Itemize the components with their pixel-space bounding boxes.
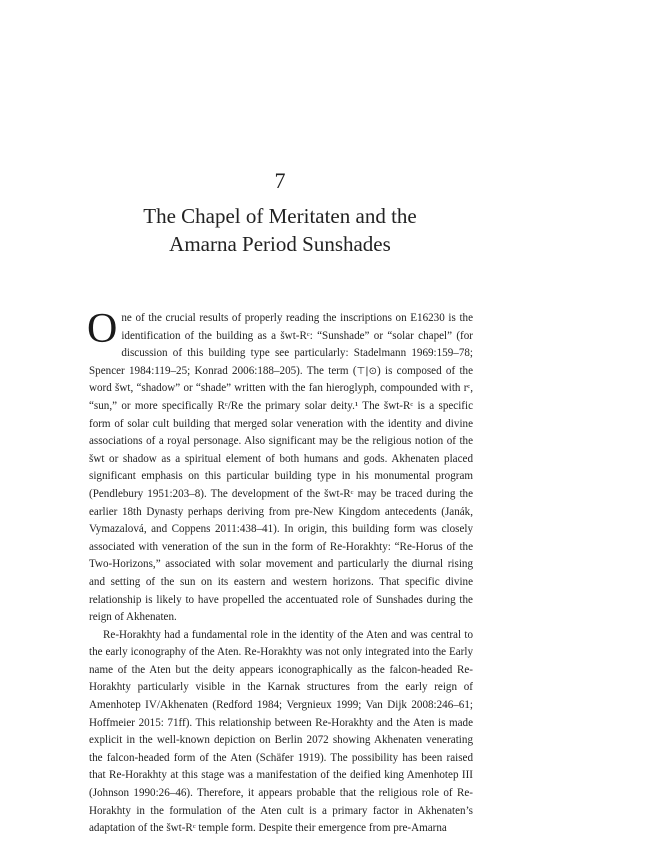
paragraph-1 (87, 306, 474, 627)
chapter-title-line-2: Amarna Period Sunshades (169, 232, 391, 256)
paragraph-1-intro: ne of the crucial results of properly reading the inscriptions on E16230 is the identification of the building as a šwt-Rᶜ: “Sunshade” or “solar chapel” (for discussion of this building type see particularly: Stadelmann 1969:159–78; Spencer 1984:119–25; Konrad 2006:188–205). The term ( (89, 312, 473, 377)
body-text (87, 306, 474, 838)
fan-sun-hieroglyph-icon: ⊤|⊙ (356, 365, 378, 377)
paragraph-2: Re-Horakhty had a fundamental role in the identity of the Aten and was central to the early iconography of the Aten. Re-Horakhty was not only integrated into the Early name of the Aten but the deity appears iconographically as the falcon-headed Re-Horakhty particularly visible in the Karnak structures from the early reign of Amenhotep IV/Akhenaten (Redford 1984; Vergnieux 1999; Van Dijk 2008:246–61; Hoffmeier 2015: 71ff). This relationship between Re-Horakhty and the Aten is made explicit in the well-known depiction on Berlin 2072 showing Akhenaten venerating the falcon-headed form of the Aten (Schäfer 1919). The possibility has been raised that Re-Horakhty at this stage was a manifestation of the deified king Amenhotep III (Johnson 1990:26–46). Therefore, it appears probable that the religious role of Re-Horakhty in the formulation of the Aten cult is a primary factor in Akhenaten’s adaptation of the šwt-Rᶜ temple form. Despite their emergence from pre-Amarna (89, 628, 473, 835)
chapter-title-line-1: The Chapel of Meritaten and the (143, 204, 417, 228)
drop-cap: O (87, 306, 118, 352)
paragraph-1-rest: ) is composed of the word šwt, “shadow” or “shade” written with the fan hieroglyph, compounded with rᶜ, “sun,” or more specifically Rᶜ/Re the primary solar deity.¹ The šwt-Rᶜ is a specific form of solar cult building that merged solar veneration with the identity and divine associations of a royal personage. Also significant may be the religious notion of the šwt or shadow as a spiritual element of both humans and gods. Akhenaten placed significant emphasis on this particular building type in his monumental program (Pendlebury 1951:203–8). The development of the šwt-Rᶜ may be traced during the earlier 18th Dynasty perhaps deriving from pre-New Kingdom antecedents (Janák, Vymazalová, and Coppens 2011:438–41). In origin, this building form was closely associated with veneration of the sun in the form of Re-Horakhty: “Re-Horus of the Two-Horizons,” associated with solar movement and particularly the diurnal rising and setting of the sun on its eastern and western horizons. That specific divine relationship is likely to have propelled the accentuated role of Sunshades during the reign of Akhenaten. (89, 364, 474, 624)
chapter-number: 7 (274, 168, 286, 193)
chapter-title (95, 202, 465, 258)
